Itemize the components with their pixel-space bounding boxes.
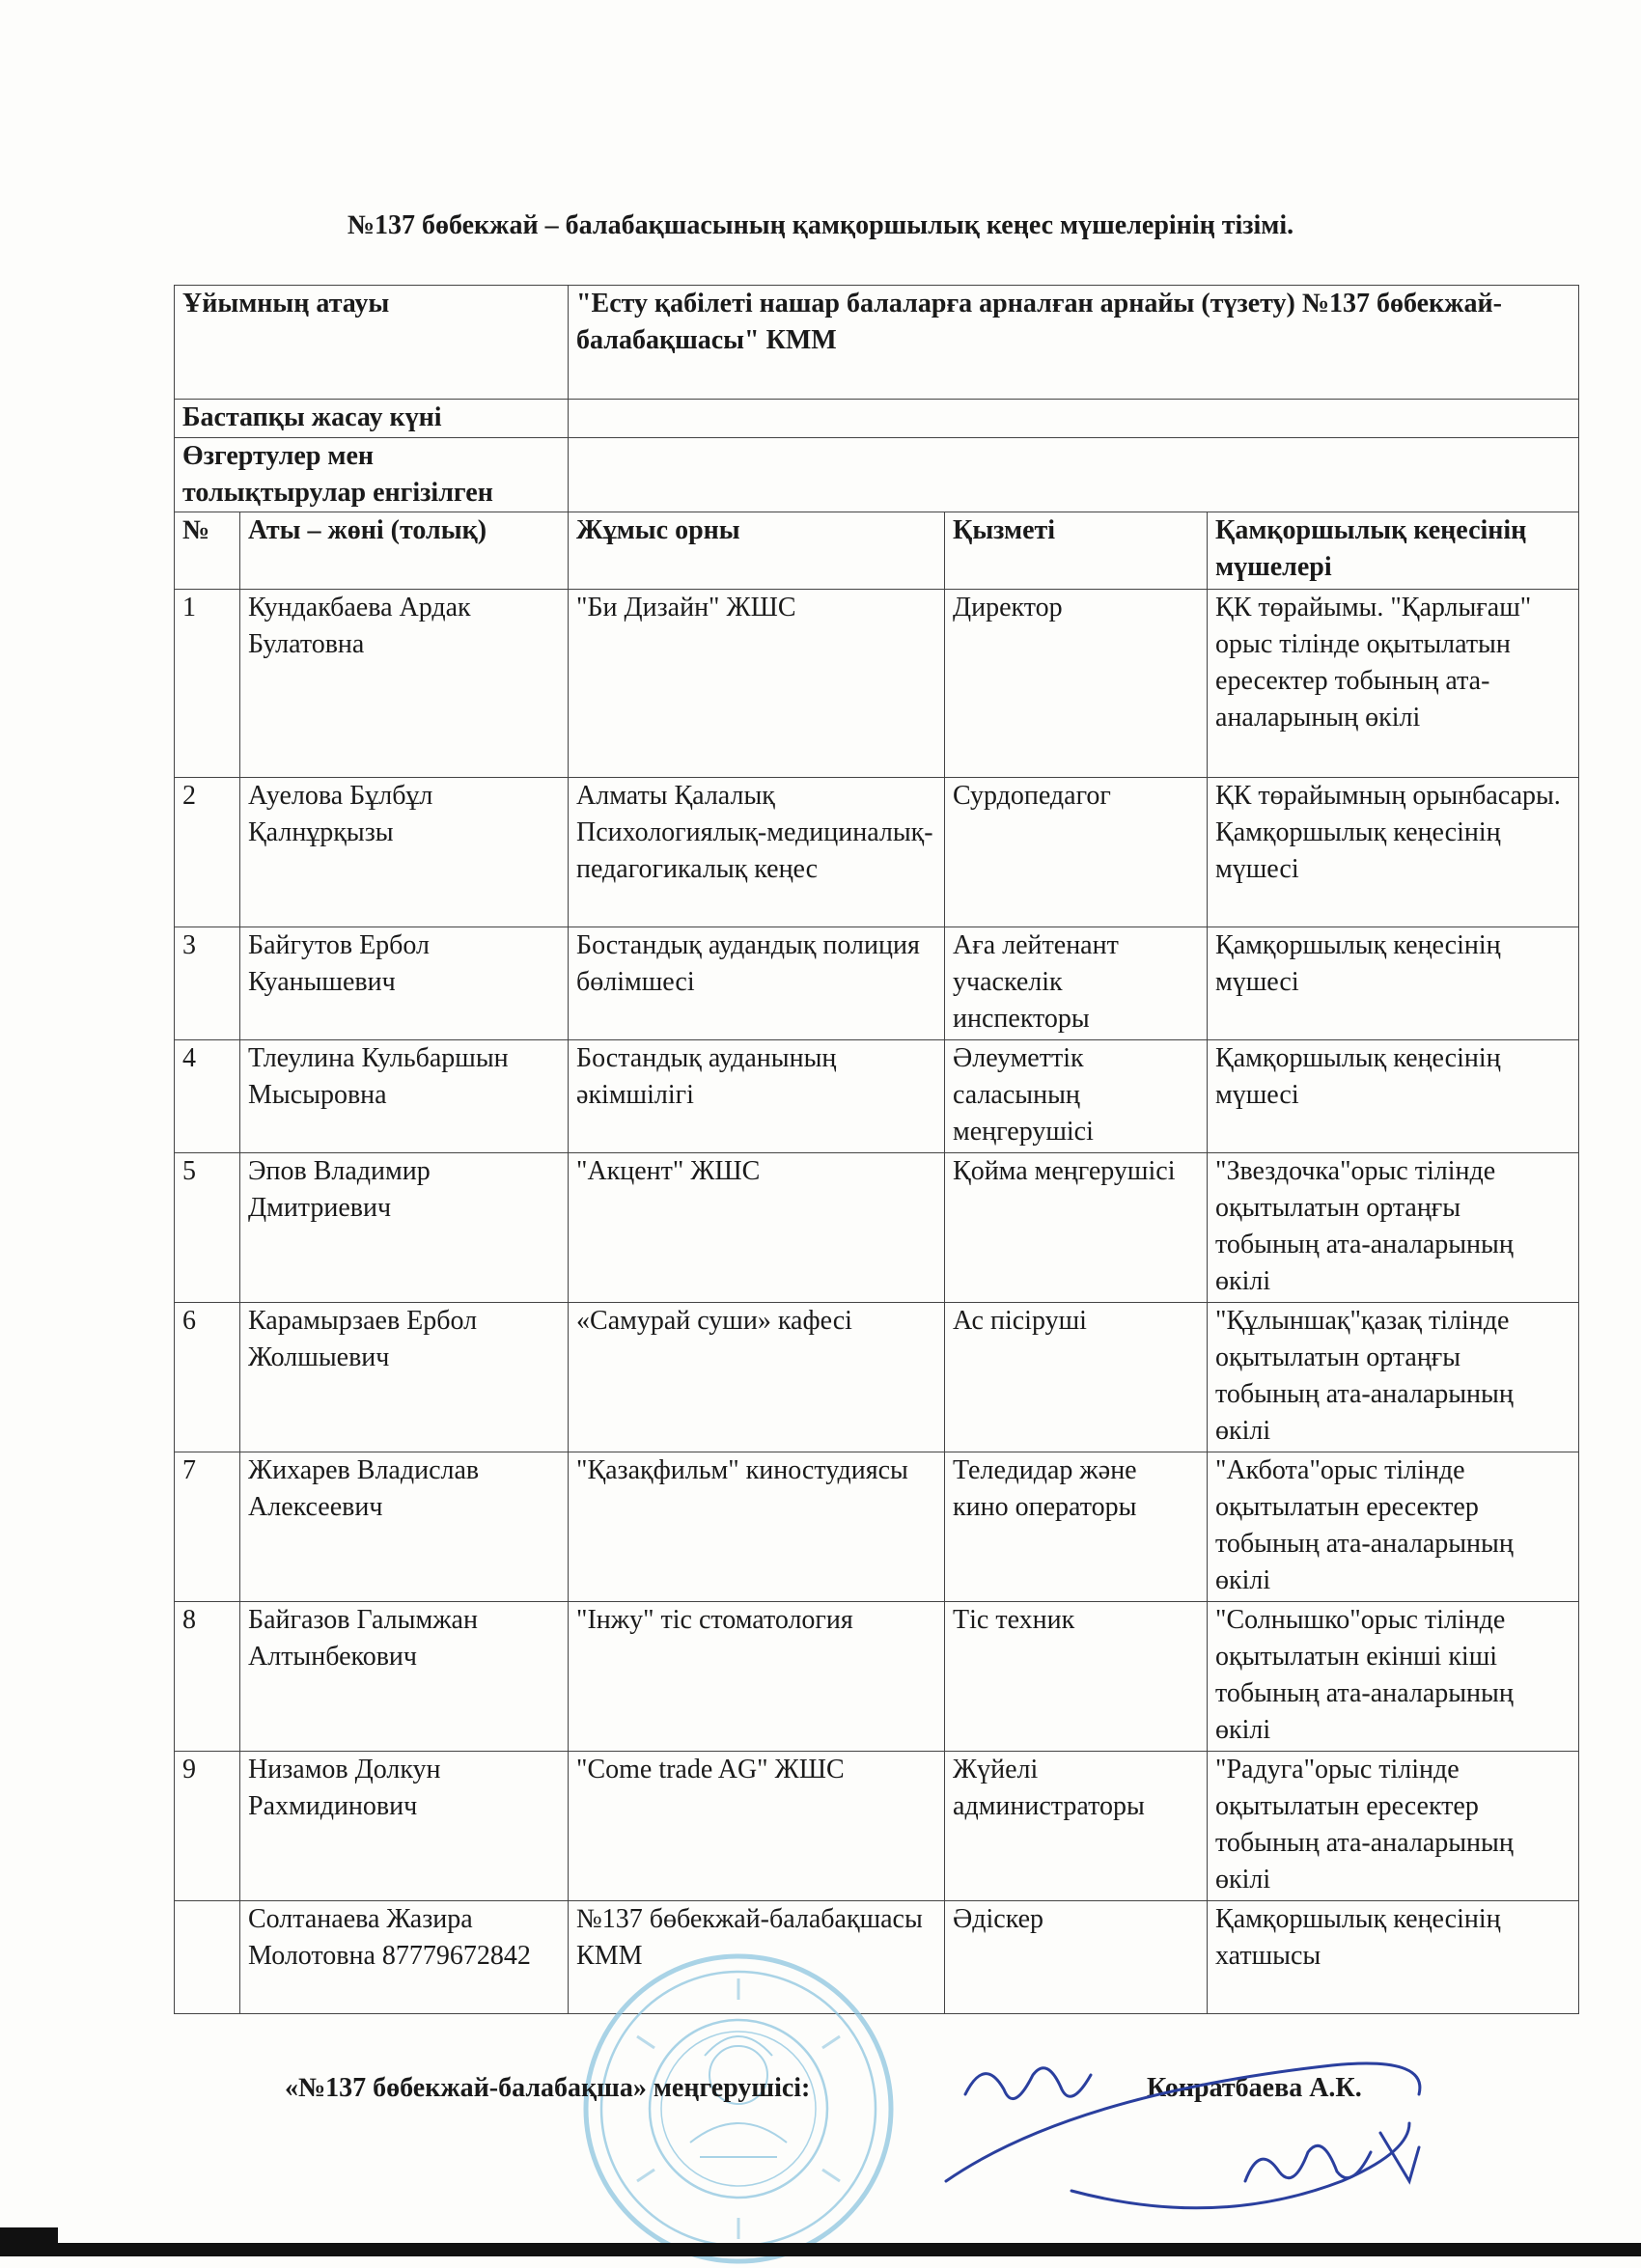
row-name: Жихарев Владислав Алексеевич bbox=[240, 1452, 569, 1602]
header-name: Аты – жөні (толық) bbox=[240, 512, 569, 590]
row-name: Тлеулина Кульбаршын Мысыровна bbox=[240, 1040, 569, 1153]
row-workplace: №137 бөбекжай-балабақшасы КММ bbox=[569, 1901, 945, 2014]
table-row bbox=[175, 778, 1579, 927]
table-row bbox=[175, 590, 1579, 778]
row-position: Әдіскер bbox=[945, 1901, 1208, 2014]
row-role: Қамқоршылық кеңесінің мүшесі bbox=[1208, 927, 1579, 1040]
row-position: Тіс техник bbox=[945, 1602, 1208, 1752]
table-row bbox=[175, 1752, 1579, 1901]
row-workplace: Бостандық аудандық полиция бөлімшесі bbox=[569, 927, 945, 1040]
row-number: 1 bbox=[175, 590, 240, 778]
row-position: Ас пісіруші bbox=[945, 1303, 1208, 1452]
row-name: Кундакбаева Ардак Булатовна bbox=[240, 590, 569, 778]
row-workplace: "Інжу" тіс стоматология bbox=[569, 1602, 945, 1752]
row-number: 7 bbox=[175, 1452, 240, 1602]
row-role: ҚК төрайымы. "Қарлығаш" орыс тілінде оқытылатын ересектер тобының ата-аналарының өкілі bbox=[1208, 590, 1579, 778]
row-number: 6 bbox=[175, 1303, 240, 1452]
row-number: 2 bbox=[175, 778, 240, 927]
row-name: Байгутов Ербол Куанышевич bbox=[240, 927, 569, 1040]
document-title: №137 бөбекжай – балабақшасының қамқоршылық кеңес мүшелерінің тізімі. bbox=[347, 210, 1294, 240]
row-position: Қойма меңгерушісі bbox=[945, 1153, 1208, 1303]
official-stamp-icon bbox=[579, 1950, 898, 2268]
info-value: "Есту қабілеті нашар балаларға арналған арнайы (түзету) №137 бөбекжай- балабақшасы" КММ bbox=[569, 286, 1579, 400]
row-role: "Құлыншақ"қазақ тілінде оқытылатын ортаңғы тобының ата-аналарының өкілі bbox=[1208, 1303, 1579, 1452]
info-value bbox=[569, 400, 1579, 438]
row-workplace: "Қазақфильм" киностудиясы bbox=[569, 1452, 945, 1602]
table-row bbox=[175, 1303, 1579, 1452]
row-position: Сурдопедагог bbox=[945, 778, 1208, 927]
row-workplace: Бостандық ауданының әкімшілігі bbox=[569, 1040, 945, 1153]
table-row bbox=[175, 1153, 1579, 1303]
row-number: 4 bbox=[175, 1040, 240, 1153]
row-number bbox=[175, 1901, 240, 2014]
info-label: Ұйымның атауы bbox=[175, 286, 569, 400]
header-workplace: Жұмыс орны bbox=[569, 512, 945, 590]
row-name: Низамов Долкун Рахмидинович bbox=[240, 1752, 569, 1901]
row-role: "Звездочка"орыс тілінде оқытылатын ортаңғы тобының ата-аналарының өкілі bbox=[1208, 1153, 1579, 1303]
row-workplace: Алматы Қалалық Психологиялық-медициналық-педагогикалық кеңес bbox=[569, 778, 945, 927]
row-role: Қамқоршылық кеңесінің мүшесі bbox=[1208, 1040, 1579, 1153]
footer-position-label: «№137 бөбекжай-балабақша» меңгерушісі: bbox=[285, 2073, 811, 2103]
row-number: 3 bbox=[175, 927, 240, 1040]
row-number: 9 bbox=[175, 1752, 240, 1901]
row-position: Аға лейтенант учаскелік инспекторы bbox=[945, 927, 1208, 1040]
info-row-changes bbox=[175, 438, 1579, 512]
row-workplace: "Come trade AG" ЖШС bbox=[569, 1752, 945, 1901]
info-label: Өзгертулер мен толықтырулар енгізілген bbox=[175, 438, 569, 512]
table-row bbox=[175, 927, 1579, 1040]
row-number: 5 bbox=[175, 1153, 240, 1303]
row-position: Жүйелі администраторы bbox=[945, 1752, 1208, 1901]
scan-edge-bar bbox=[0, 2243, 1641, 2256]
table-row bbox=[175, 1040, 1579, 1153]
row-name: Солтанаева Жазира Молотовна 87779672842 bbox=[240, 1901, 569, 2014]
table-row bbox=[175, 1452, 1579, 1602]
council-members-table bbox=[174, 285, 1579, 2014]
scan-edge-mark bbox=[0, 2227, 58, 2243]
row-name: Ауелова Бұлбұл Қалнұрқызы bbox=[240, 778, 569, 927]
row-role: ҚК төрайымның орынбасары. Қамқоршылық кеңесінің мүшесі bbox=[1208, 778, 1579, 927]
footer-signer-name: Конратбаева А.К. bbox=[1147, 2073, 1362, 2103]
table-header-row bbox=[175, 512, 1579, 590]
row-role: "Радуга"орыс тілінде оқытылатын ересектер тобының ата-аналарының өкілі bbox=[1208, 1752, 1579, 1901]
row-position: Әлеуметтік саласының меңгерушісі bbox=[945, 1040, 1208, 1153]
row-workplace: "Акцент" ЖШС bbox=[569, 1153, 945, 1303]
header-number: № bbox=[175, 512, 240, 590]
row-name: Эпов Владимир Дмитриевич bbox=[240, 1153, 569, 1303]
row-workplace: "Би Дизайн" ЖШС bbox=[569, 590, 945, 778]
row-role: "Акбота"орыс тілінде оқытылатын ересектер тобының ата-аналарының өкілі bbox=[1208, 1452, 1579, 1602]
row-workplace: «Самурай суши» кафесі bbox=[569, 1303, 945, 1452]
info-row-organization bbox=[175, 286, 1579, 400]
header-role: Қамқоршылық кеңесінің мүшелері bbox=[1208, 512, 1579, 590]
table-row bbox=[175, 1602, 1579, 1752]
info-row-created-date bbox=[175, 400, 1579, 438]
row-number: 8 bbox=[175, 1602, 240, 1752]
row-name: Байгазов Галымжан Алтынбекович bbox=[240, 1602, 569, 1752]
info-label: Бастапқы жасау күні bbox=[175, 400, 569, 438]
row-position: Директор bbox=[945, 590, 1208, 778]
header-position: Қызметі bbox=[945, 512, 1208, 590]
row-name: Карамырзаев Ербол Жолшыевич bbox=[240, 1303, 569, 1452]
handwritten-signature-icon bbox=[927, 2036, 1467, 2220]
row-role: "Солнышко"орыс тілінде оқытылатын екінші кіші тобының ата-аналарының өкілі bbox=[1208, 1602, 1579, 1752]
row-role: Қамқоршылық кеңесінің хатшысы bbox=[1208, 1901, 1579, 2014]
info-value bbox=[569, 438, 1579, 512]
row-position: Теледидар және кино операторы bbox=[945, 1452, 1208, 1602]
